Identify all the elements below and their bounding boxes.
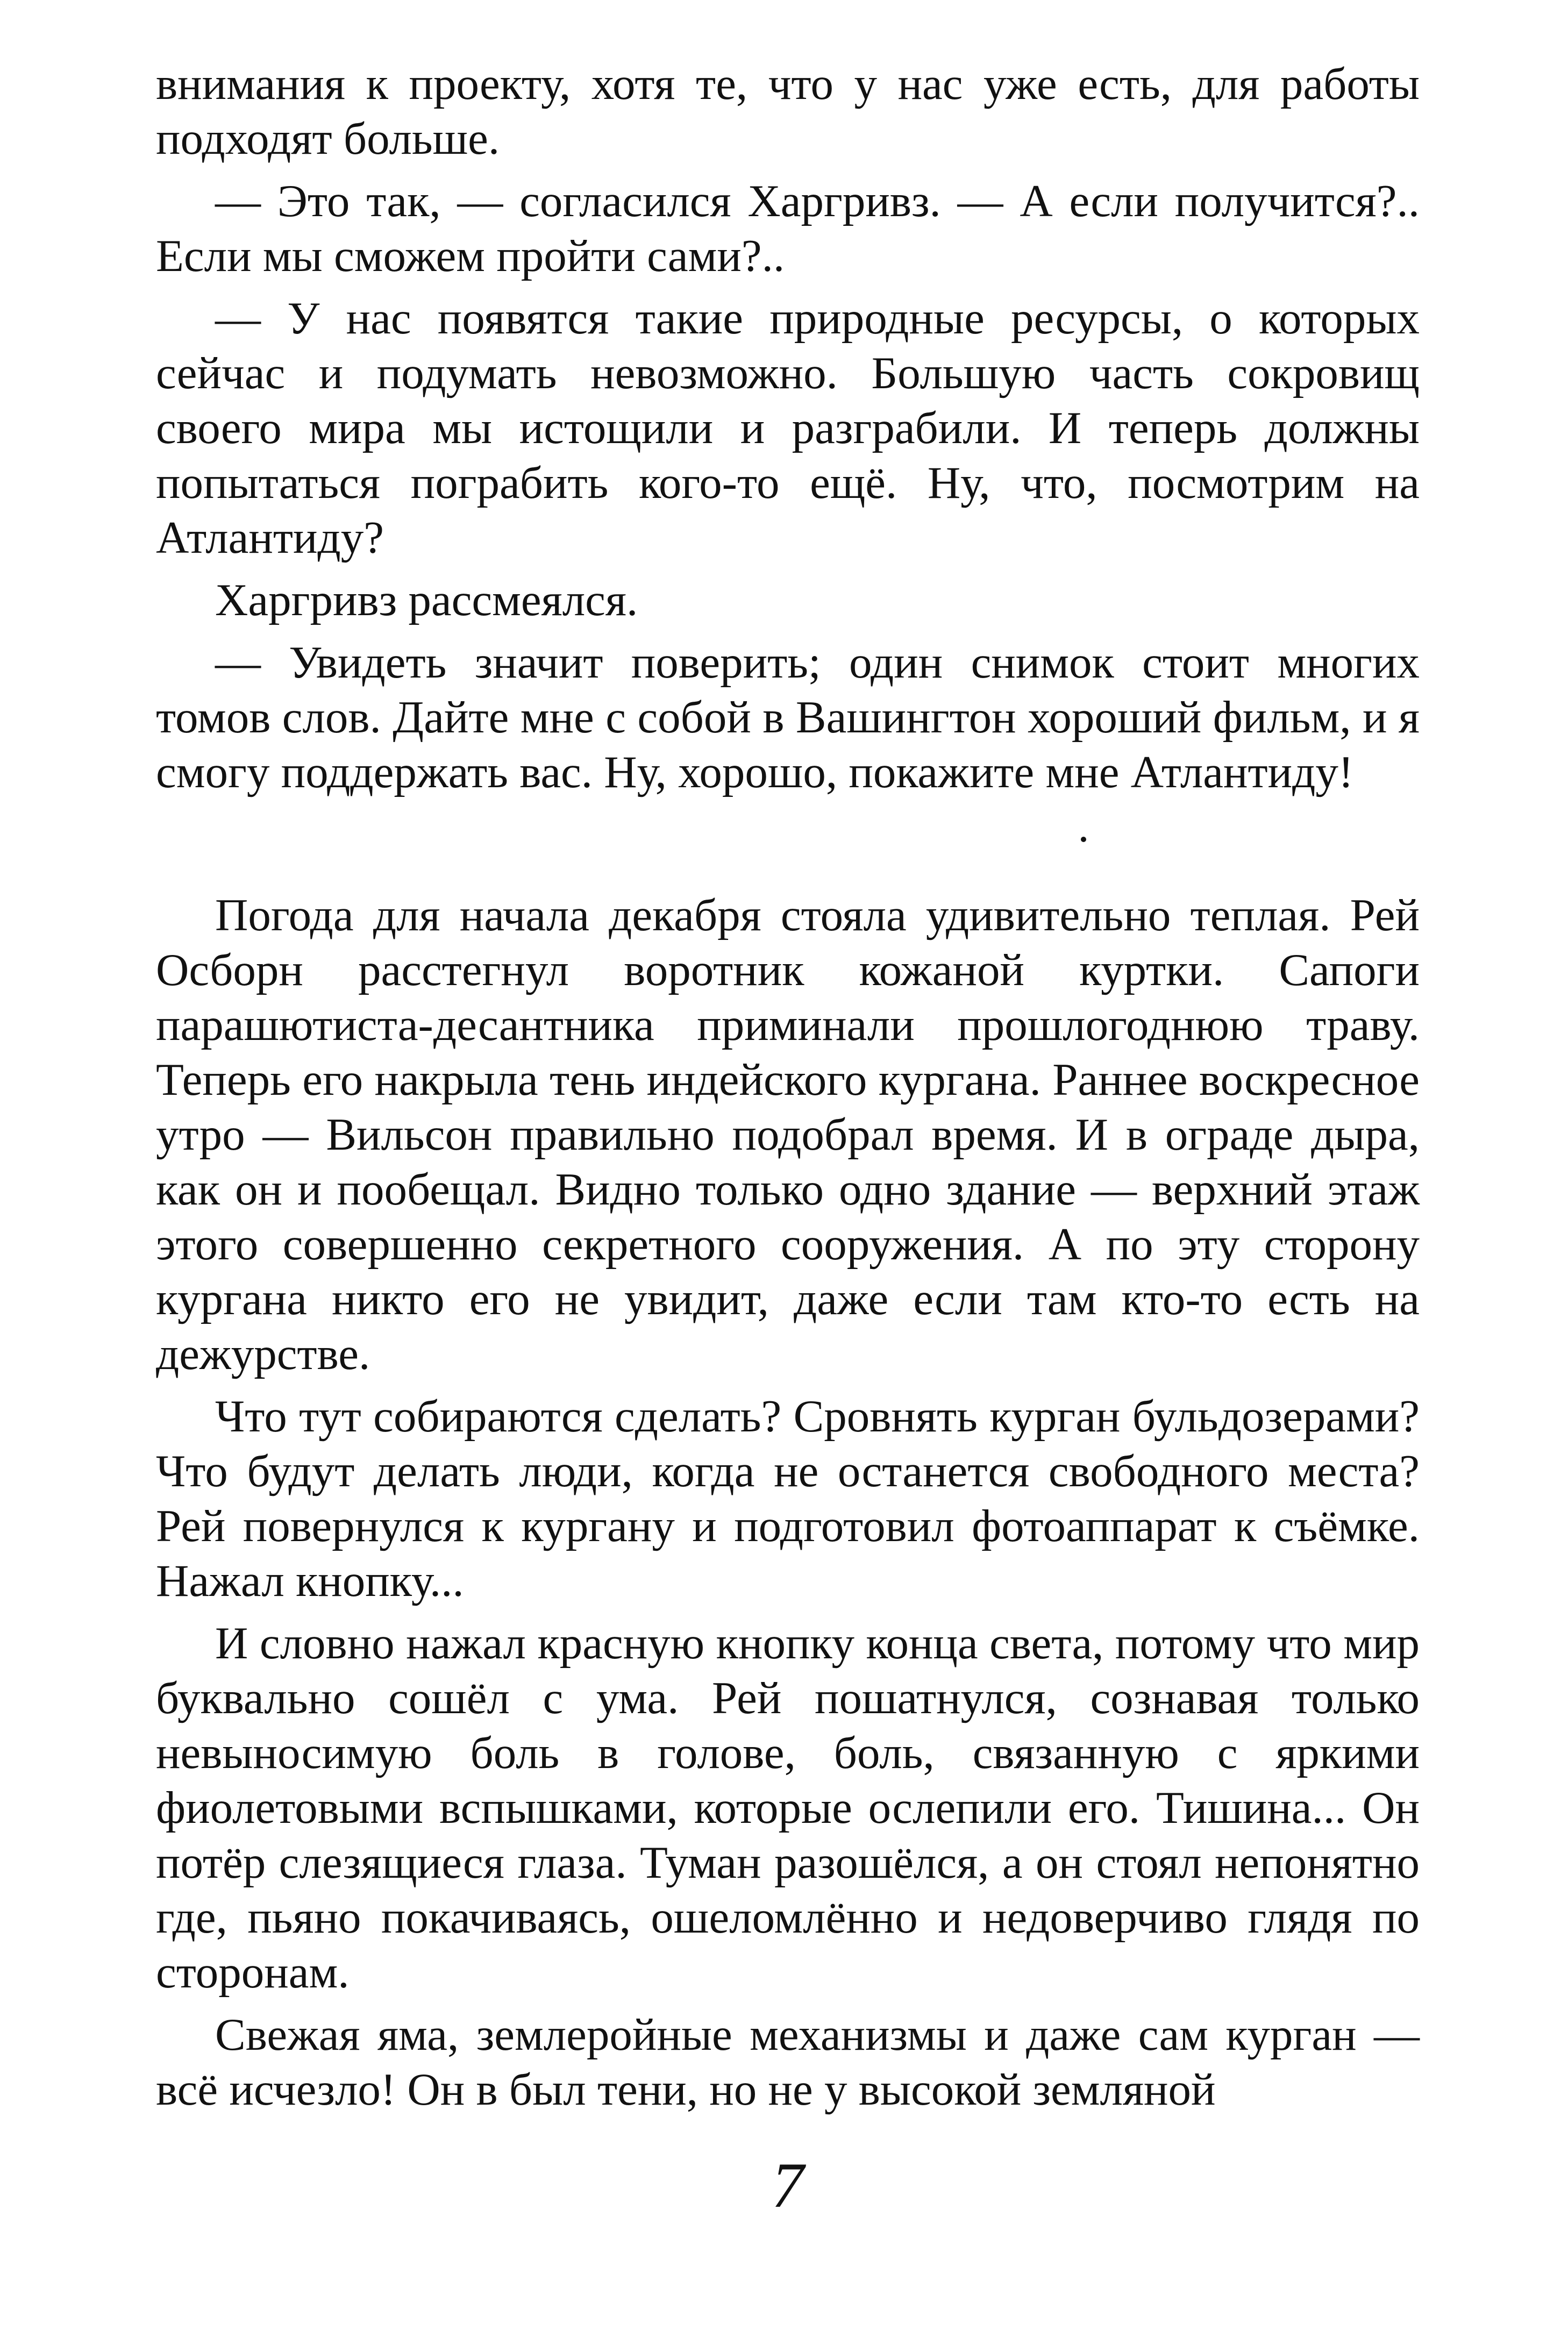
paragraph: И словно нажал красную кнопку конца света, потому что мир буквально сошёл с ума. Рей пошатнулся, сознавая только невыносимую боль в голове, боль, связанную с яркими фиолетовыми вспышками, которые ослепили его. Тишина... Он потёр слезящиеся глаза. Туман разошёлся, а он стоял непонятно где, пьяно покачиваясь, ошеломлённо и недоверчиво глядя по сторонам.: [156, 1618, 1420, 1998]
section-after-break: [156, 888, 1420, 2117]
paragraph: Что тут собираются сделать? Сровнять курган бульдозерами? Что будут делать люди, когда не останется свободного места? Рей повернулся к кургану и подготовил фотоаппарат к съёмке. Нажал кнопку...: [156, 1391, 1420, 1606]
paragraph: Погода для начала декабря стояла удивительно теплая. Рей Осборн расстегнул воротник кожаной куртки. Сапоги парашютиста-десантника приминали прошлогоднюю траву. Теперь его накрыла тень индейского кургана. Раннее воскресное утро — Вильсон правильно подобрал время. И в ограде дыра, как он и пообещал. Видно только одно здание — верхний этаж этого совершенно секретного сооружения. А по эту сторону кургана никто его не увидит, даже если там кто-то есть на дежурстве.: [156, 890, 1420, 1379]
section-dot: [1081, 837, 1086, 842]
paragraph: внимания к проекту, хотя те, что у нас уже есть, для работы подходят больше.: [156, 59, 1420, 164]
page-number: 7: [772, 2149, 804, 2221]
paragraph: — Увидеть значит поверить; один снимок стоит многих томов слов. Дайте мне с собой в Вашингтон хороший фильм, и я смогу поддержать вас. Ну, хорошо, покажите мне Атлантиду!: [156, 637, 1420, 797]
section-before-break: [156, 56, 1420, 800]
text-body: [156, 56, 1420, 2117]
paragraph: Свежая яма, землеройные механизмы и даже сам курган — всё исчезло! Он в был тени, но не у высокой земляной: [156, 2009, 1420, 2115]
book-page: [156, 56, 1420, 2261]
paragraph: — Это так, — согласился Харгривз. — А если получится?.. Если мы сможем пройти сами?..: [156, 176, 1420, 281]
section-break: [156, 807, 1420, 888]
paragraph: — У нас появятся такие природные ресурсы, о которых сейчас и подумать невозможно. Большую часть сокровищ своего мира мы истощили и разграбили. И теперь должны попытаться пограбить кого-то ещё. Ну, что, посмотрим на Атлантиду?: [156, 293, 1420, 563]
paragraph: Харгривз рассмеялся.: [215, 575, 638, 625]
